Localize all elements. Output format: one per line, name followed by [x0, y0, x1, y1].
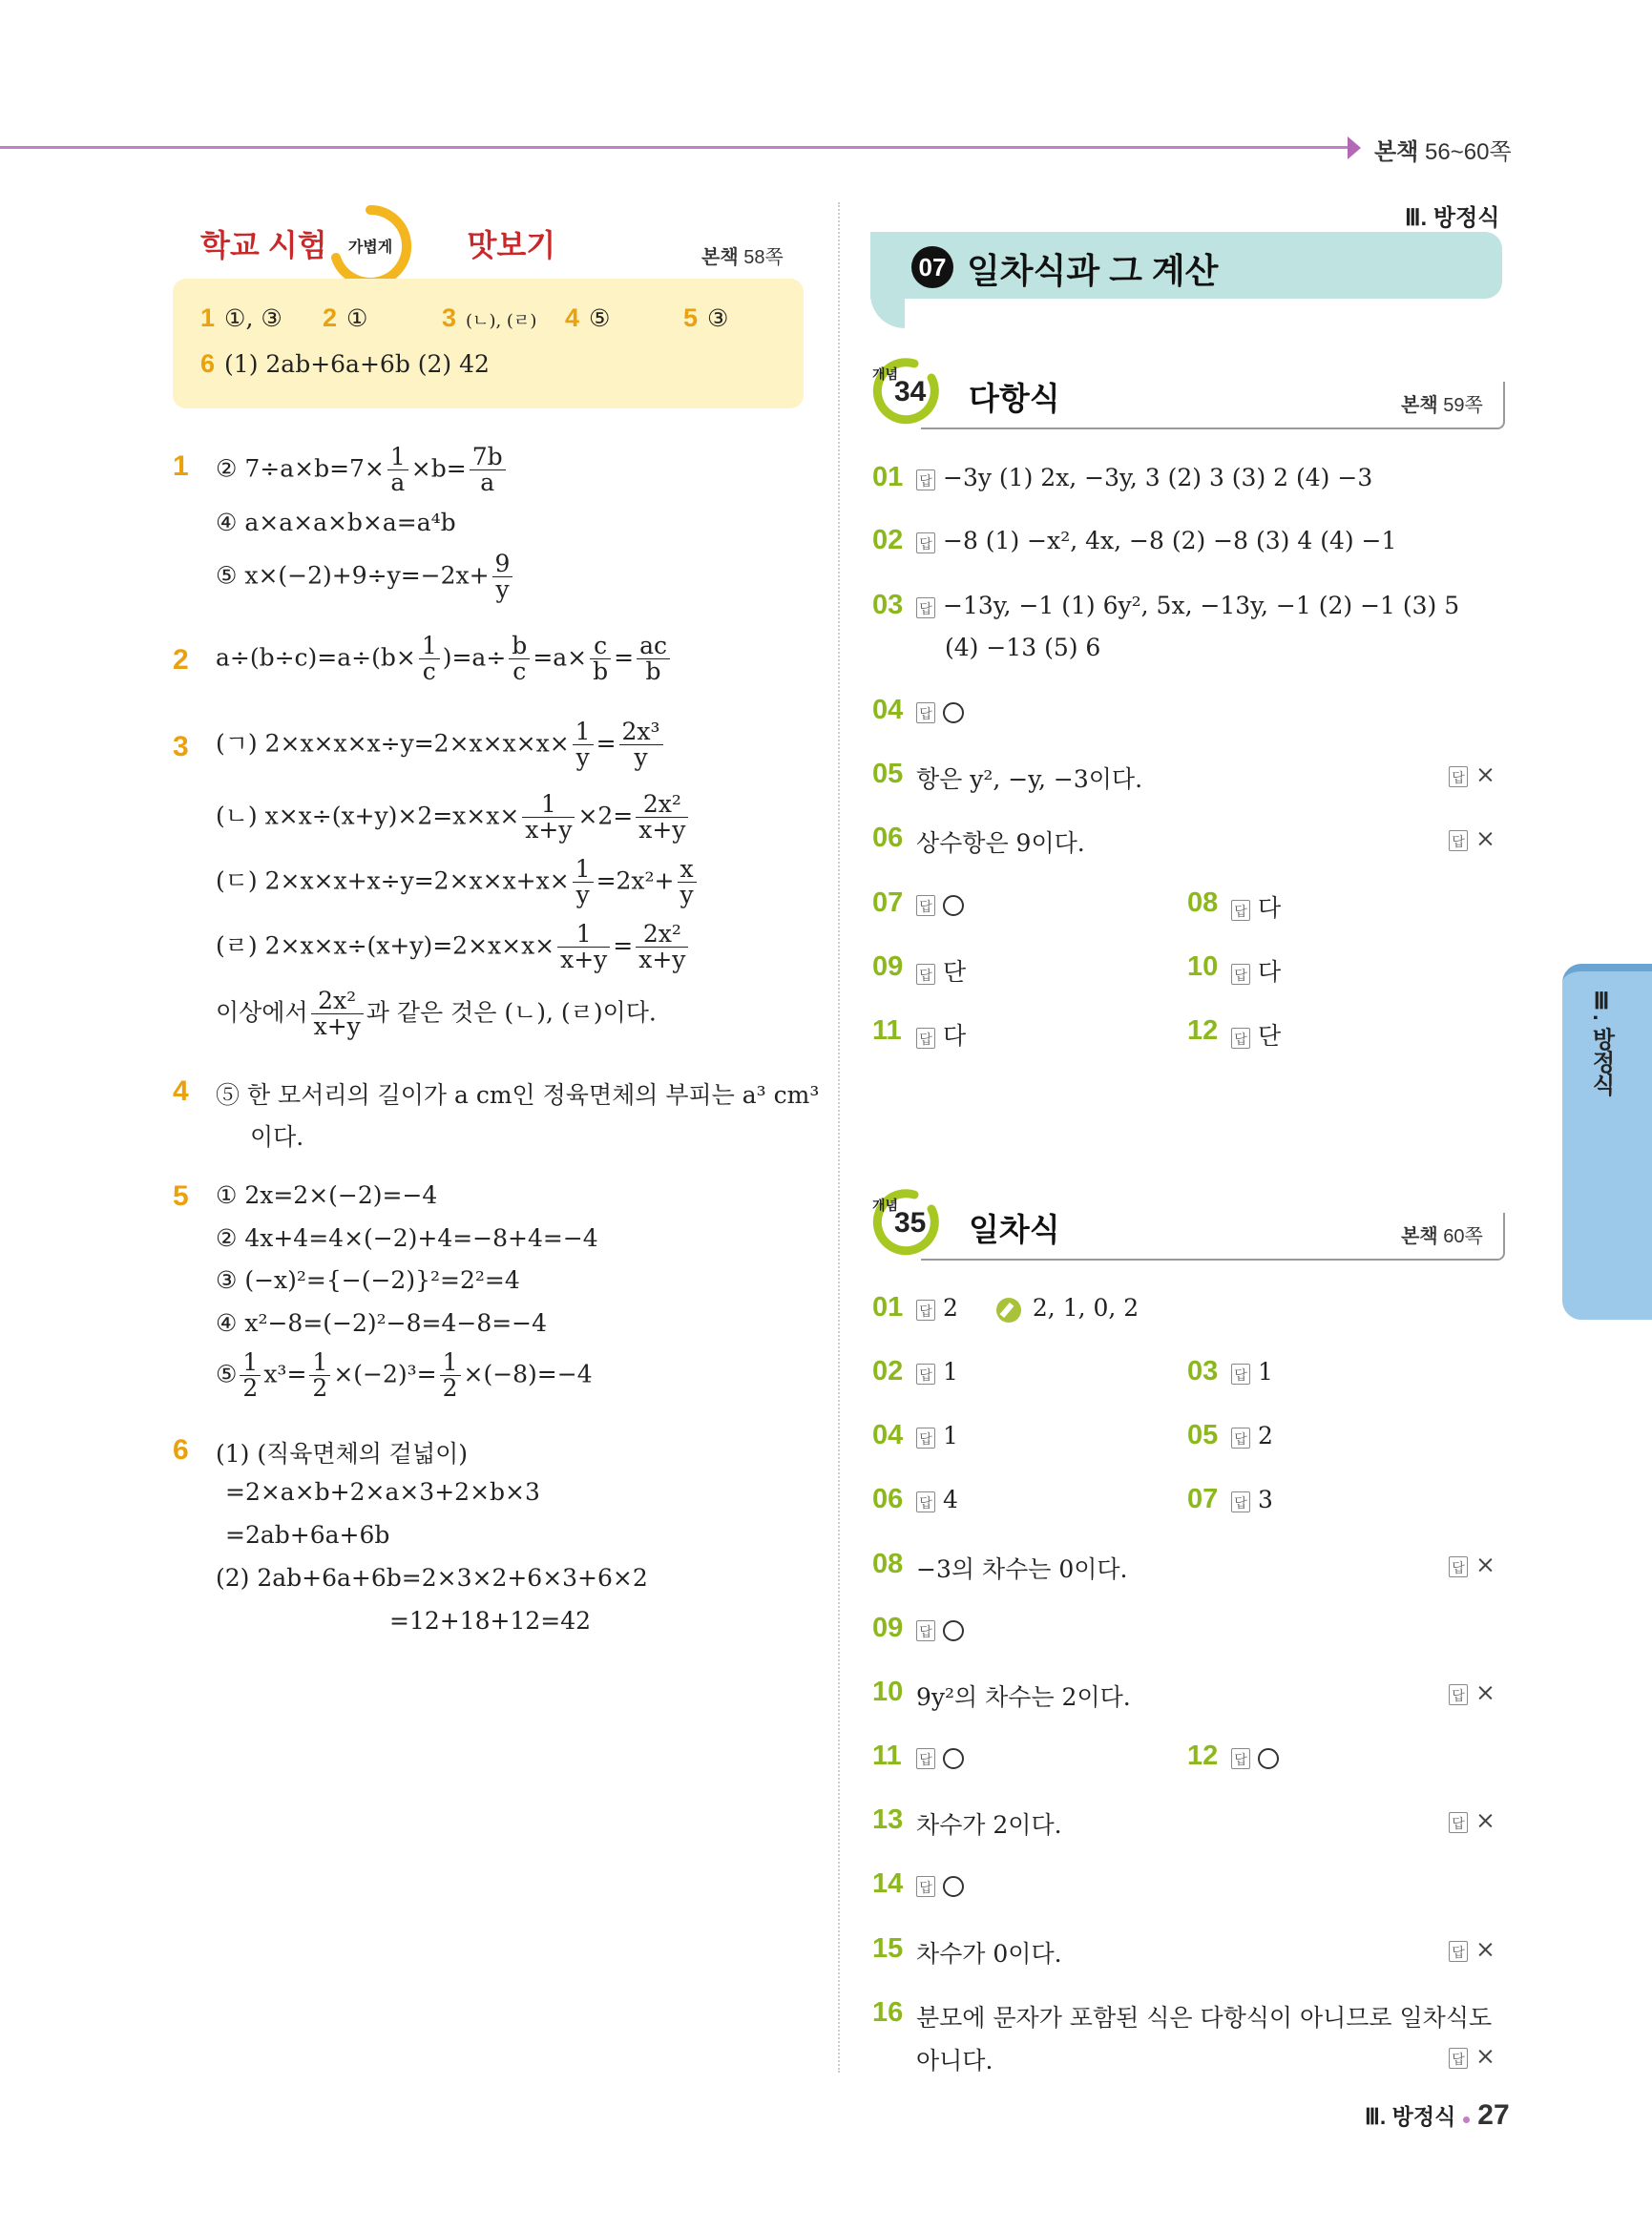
- answer-text: 1: [1258, 1358, 1273, 1386]
- c34-item-05-mark: [1449, 761, 1495, 788]
- section-banner-tail: [870, 286, 905, 328]
- text: )=a÷: [442, 643, 507, 672]
- answer-text: 1: [943, 1358, 958, 1386]
- concept-35-label: 개념: [872, 1198, 899, 1213]
- c35-item-16-number: 16: [872, 1997, 904, 2028]
- answer-mark-icon: 답: [916, 469, 935, 490]
- footer-chapter: Ⅲ. 방정식: [1365, 2104, 1456, 2129]
- concept-34-label: 개념: [872, 366, 899, 382]
- text: (ㄹ) 2×x×x÷(x+y)=2×x×x×: [216, 931, 555, 960]
- solution-3-line-1: [216, 719, 666, 771]
- c35-item-04: [916, 1422, 958, 1449]
- answer-mark-icon: 답: [1449, 1812, 1468, 1833]
- c35-item-11-number: 11: [872, 1741, 902, 1771]
- concept-34-ref: [1401, 389, 1483, 417]
- text: =: [596, 729, 617, 758]
- c35-item-09-number: 09: [872, 1613, 904, 1643]
- numerator: 9: [492, 552, 513, 577]
- text: 과 같은 것은 (ㄴ), (ㄹ)이다.: [366, 998, 657, 1027]
- header-rule: [0, 146, 1350, 149]
- fraction: [636, 792, 688, 844]
- c34-item-06: 상수항은 9이다.: [916, 829, 1085, 857]
- numerator: 1: [440, 1350, 461, 1376]
- x-mark: ×: [1475, 824, 1495, 852]
- c35-item-13-number: 13: [872, 1804, 904, 1835]
- text: ⑤ x×(−2)+9÷y=−2x+: [216, 561, 490, 590]
- c34-item-05-number: 05: [872, 759, 904, 789]
- c34-item-06-mark: [1449, 824, 1495, 852]
- numerator: 1: [557, 922, 610, 948]
- fraction: [240, 1350, 261, 1402]
- answer-text: 4: [943, 1486, 958, 1513]
- x-mark: ×: [1475, 1678, 1495, 1706]
- quiz-ref-label: 본책: [701, 247, 739, 268]
- page-footer: [1365, 2099, 1510, 2132]
- solution-3-line-3: [216, 857, 700, 908]
- numerator: 7b: [470, 445, 506, 470]
- fraction: [636, 922, 688, 973]
- quiz-badge-text: 가볍게: [347, 240, 393, 256]
- answer-mark-icon: 답: [1231, 1364, 1250, 1385]
- c34-item-12-number: 12: [1187, 1015, 1219, 1046]
- answer-mark-icon: 답: [916, 1748, 935, 1769]
- concept-34-number: 34: [894, 376, 927, 407]
- fraction: [678, 857, 697, 908]
- x-mark: ×: [1475, 1551, 1495, 1578]
- c35-item-13: 차수가 2이다.: [916, 1811, 1062, 1839]
- ref-page: 59쪽: [1443, 395, 1483, 416]
- quiz-answer-value: ①, ③: [224, 304, 282, 332]
- circle-mark-icon: [943, 1620, 964, 1641]
- x-mark: ×: [1475, 761, 1495, 788]
- c34-item-01-number: 01: [872, 462, 904, 492]
- solution-3-line-4: [216, 922, 691, 973]
- c35-item-10: 9y²의 차수는 2이다.: [916, 1683, 1131, 1711]
- concept-34-title: 다항식: [969, 381, 1060, 416]
- answer-mark-icon: 답: [1449, 1556, 1468, 1577]
- denominator: y: [495, 575, 510, 604]
- answer-mark-icon: 답: [916, 1300, 935, 1321]
- text: (ㄴ) x×x÷(x+y)×2=x×x×: [216, 802, 520, 830]
- quiz-answer-6: [200, 349, 490, 379]
- denominator: c: [512, 657, 527, 686]
- c34-item-02: [916, 527, 1396, 554]
- answer-text: 3: [1258, 1486, 1273, 1513]
- answer-mark-icon: 답: [1449, 1941, 1468, 1962]
- c34-item-07-number: 07: [872, 887, 904, 918]
- header-ref-label: 본책: [1374, 139, 1419, 165]
- denominator: x+y: [313, 1012, 361, 1041]
- text: ② 7÷a×b=7×: [216, 454, 385, 483]
- solution-4-line-1: ⑤ 한 모서리의 길이가 a cm인 정육면체의 부피는 a³ cm³: [216, 1081, 820, 1109]
- denominator: 2: [312, 1374, 328, 1403]
- c34-item-03: [916, 592, 1459, 619]
- c34-item-09: [916, 953, 966, 988]
- c35-item-07-number: 07: [1187, 1484, 1219, 1514]
- c34-item-08-number: 08: [1187, 887, 1219, 918]
- numerator: x: [678, 857, 697, 883]
- c34-item-01: [916, 464, 1372, 491]
- denominator: x+y: [560, 946, 608, 974]
- text: ×(−2)³=: [333, 1360, 437, 1388]
- solution-6-number: 6: [173, 1434, 189, 1466]
- solution-1-line-3: [216, 552, 515, 603]
- c35-item-01-number: 01: [872, 1292, 904, 1323]
- c35-item-06: [916, 1486, 958, 1513]
- c35-item-16-cont: 아니다.: [916, 2047, 993, 2075]
- c35-item-12: [1231, 1742, 1279, 1770]
- denominator: y: [575, 881, 590, 909]
- answer-text: 다: [1258, 894, 1282, 922]
- text: ×b=: [410, 454, 467, 483]
- denominator: y: [680, 881, 694, 909]
- c35-item-12-number: 12: [1187, 1741, 1219, 1771]
- solution-2-number: 2: [173, 644, 189, 676]
- answer-mark-icon: 답: [1449, 1684, 1468, 1705]
- concept-35-number: 35: [894, 1207, 927, 1239]
- answer-text: −8 (1) −x², 4x, −8 (2) −8 (3) 4 (4) −1: [943, 527, 1397, 554]
- solution-3-line-5: [216, 989, 657, 1040]
- answer-mark-icon: 답: [1231, 1428, 1250, 1449]
- fraction: [311, 989, 364, 1040]
- quiz-answer-value: (1) 2ab+6a+6b (2) 42: [224, 350, 490, 378]
- quiz-answer-3: [442, 303, 536, 333]
- c34-item-04-number: 04: [872, 695, 904, 725]
- fraction: [637, 634, 670, 685]
- chapter-side-tab-label: Ⅲ. 방정식: [1588, 988, 1614, 1096]
- solution-6-line-5: =12+18+12=42: [389, 1607, 592, 1635]
- c35-item-11: [916, 1742, 964, 1770]
- numerator: ac: [637, 634, 670, 659]
- solution-6-line-2: =2×a×b+2×a×3+2×b×3: [225, 1478, 540, 1506]
- text: ⑤: [216, 1360, 238, 1388]
- c35-item-05-number: 05: [1187, 1420, 1219, 1450]
- quiz-answer-2: [323, 303, 367, 333]
- quiz-answer-num: 1: [200, 303, 216, 332]
- solution-6-line-1: (1) (직육면체의 겉넓이): [216, 1440, 469, 1468]
- solution-5-line-2: ② 4x+4=4×(−2)+4=−8+4=−4: [216, 1224, 598, 1252]
- fraction: [573, 857, 594, 908]
- circle-mark-icon: [943, 702, 964, 723]
- answer-explanation: 2, 1, 0, 2: [1032, 1294, 1140, 1322]
- x-mark: ×: [1475, 1935, 1495, 1963]
- solution-3-number: 3: [173, 731, 189, 762]
- header-page-ref: [1374, 133, 1512, 166]
- c35-item-03: [1231, 1358, 1273, 1386]
- c34-item-11-number: 11: [872, 1015, 902, 1046]
- denominator: b: [645, 657, 661, 686]
- circle-mark-icon: [943, 1876, 964, 1897]
- solution-5-line-5: [216, 1350, 593, 1402]
- quiz-answer-5: [683, 303, 728, 333]
- c35-item-10-number: 10: [872, 1677, 904, 1707]
- circle-mark-icon: [1258, 1748, 1279, 1769]
- quiz-answer-4: [565, 303, 610, 333]
- c35-item-08: −3의 차수는 0이다.: [916, 1555, 1128, 1583]
- quiz-answer-num: 6: [200, 349, 216, 378]
- ref-label: 본책: [1401, 1226, 1438, 1247]
- numerator: 1: [309, 1350, 330, 1376]
- header-arrow-icon: [1348, 136, 1361, 159]
- answer-text: 단: [943, 958, 967, 986]
- quiz-answer-num: 5: [683, 303, 699, 332]
- answer-mark-icon: 답: [916, 532, 935, 553]
- answer-mark-icon: 답: [916, 702, 935, 723]
- c34-item-10: [1231, 953, 1281, 988]
- numerator: 2x²: [636, 792, 688, 818]
- fraction: [387, 445, 408, 496]
- concept-35-title: 일차식: [969, 1212, 1060, 1247]
- c35-item-14-number: 14: [872, 1868, 904, 1899]
- answer-mark-icon: 답: [916, 1491, 935, 1512]
- c34-item-05: 항은 y², −y, −3이다.: [916, 765, 1143, 793]
- c34-item-06-number: 06: [872, 823, 904, 853]
- solution-4-line-2: 이다.: [250, 1123, 304, 1151]
- fraction: [557, 922, 610, 973]
- answer-text: 다: [1258, 958, 1282, 986]
- text: =a×: [533, 643, 588, 672]
- quiz-answer-value: ③: [707, 304, 729, 332]
- numerator: 1: [522, 792, 575, 818]
- answer-mark-icon: 답: [916, 895, 935, 916]
- c34-item-04: [916, 697, 964, 724]
- text: ×(−8)=−4: [463, 1360, 593, 1388]
- c35-item-05: [1231, 1422, 1273, 1449]
- x-mark: ×: [1475, 2042, 1495, 2070]
- c35-item-06-number: 06: [872, 1484, 904, 1514]
- answer-text: −13y, −1 (1) 6y², 5x, −13y, −1 (2) −1 (3) 5: [943, 592, 1460, 619]
- numerator: c: [590, 634, 611, 659]
- quiz-answer-num: 4: [565, 303, 580, 332]
- solution-1-number: 1: [173, 450, 189, 482]
- numerator: 2x³: [619, 719, 663, 745]
- answer-mark-icon: 답: [1231, 1748, 1250, 1769]
- circle-mark-icon: [943, 895, 964, 916]
- quiz-answer-value: ⑤: [589, 304, 611, 332]
- numerator: 1: [387, 445, 408, 470]
- fraction: [492, 552, 513, 603]
- numerator: b: [509, 634, 530, 659]
- quiz-badge-icon: [326, 202, 414, 290]
- section-title: 일차식과 그 계산: [967, 251, 1219, 290]
- solution-2-line: [216, 634, 673, 685]
- numerator: 2x²: [636, 922, 688, 948]
- answer-mark-icon: 답: [1449, 2048, 1468, 2069]
- c35-item-01: [916, 1294, 1139, 1323]
- text: ×2=: [577, 802, 634, 830]
- solution-3-line-2: [216, 792, 691, 844]
- answer-text: 다: [943, 1022, 967, 1050]
- c35-item-08-number: 08: [872, 1549, 904, 1579]
- c35-item-15: 차수가 0이다.: [916, 1940, 1062, 1968]
- answer-text: 단: [1258, 1022, 1282, 1050]
- answer-text: 2: [1258, 1422, 1273, 1449]
- answer-mark-icon: 답: [916, 1620, 935, 1641]
- numerator: 1: [419, 634, 440, 659]
- c34-item-12: [1231, 1017, 1281, 1052]
- column-divider: [838, 202, 840, 2073]
- c35-item-07: [1231, 1486, 1273, 1513]
- c35-item-08-mark: [1449, 1551, 1495, 1578]
- answer-mark-icon: 답: [1231, 1491, 1250, 1512]
- answer-mark-icon: 답: [1449, 766, 1468, 787]
- quiz-title-left: 학교 시험: [200, 228, 327, 262]
- fraction: [440, 1350, 461, 1402]
- numerator: 2x²: [311, 989, 364, 1014]
- denominator: a: [390, 469, 406, 497]
- solution-4-number: 4: [173, 1075, 189, 1107]
- quiz-answer-value: (ㄴ), (ㄹ): [466, 311, 537, 331]
- quiz-ref: [701, 241, 784, 269]
- circle-mark-icon: [943, 1748, 964, 1769]
- ref-label: 본책: [1401, 395, 1438, 416]
- concept-35-ref: [1401, 1220, 1483, 1248]
- solution-5-line-3: ③ (−x)²={−(−2)}²=2²=4: [216, 1266, 520, 1294]
- denominator: y: [634, 743, 648, 772]
- c35-item-04-number: 04: [872, 1420, 904, 1450]
- denominator: x+y: [638, 816, 686, 844]
- fraction: [590, 634, 611, 685]
- header-ref-range: 56~60쪽: [1425, 139, 1512, 165]
- numerator: 1: [573, 719, 594, 745]
- footer-dot: [1463, 2116, 1470, 2123]
- answer-mark-icon: 답: [916, 1876, 935, 1897]
- answer-text: −3y (1) 2x, −3y, 3 (2) 3 (3) 2 (4) −3: [943, 464, 1373, 491]
- quiz-answer-1: [200, 303, 282, 333]
- answer-text: 2: [943, 1294, 958, 1322]
- ref-page: 60쪽: [1443, 1226, 1483, 1247]
- c35-item-02-number: 02: [872, 1356, 904, 1387]
- c35-item-16: 분모에 문자가 포함된 식은 다항식이 아니므로 일차식도: [916, 2004, 1493, 2032]
- c35-item-16-mark: [1449, 2042, 1495, 2070]
- fraction: [309, 1350, 330, 1402]
- solution-6-line-4: (2) 2ab+6a+6b=2×3×2+6×3+6×2: [216, 1564, 648, 1592]
- page-number: 27: [1477, 2099, 1510, 2131]
- fraction: [522, 792, 575, 844]
- answer-mark-icon: 답: [916, 597, 935, 618]
- c34-item-11: [916, 1017, 966, 1052]
- text: =2x²+: [596, 866, 675, 895]
- c34-item-10-number: 10: [1187, 951, 1219, 982]
- c35-item-09: [916, 1615, 964, 1642]
- c34-item-03-cont: (4) −13 (5) 6: [945, 634, 1101, 661]
- text: (ㄷ) 2×x×x+x÷y=2×x×x+x×: [216, 866, 570, 895]
- quiz-answer-box: [173, 279, 804, 408]
- answer-mark-icon: 답: [1231, 1028, 1250, 1049]
- text: =: [614, 643, 635, 672]
- c34-item-09-number: 09: [872, 951, 904, 982]
- c35-item-13-mark: [1449, 1806, 1495, 1834]
- c35-item-02: [916, 1358, 958, 1386]
- denominator: c: [422, 657, 436, 686]
- quiz-answer-num: 2: [323, 303, 338, 332]
- answer-mark-icon: 답: [916, 1364, 935, 1385]
- fraction: [509, 634, 530, 685]
- denominator: y: [575, 743, 590, 772]
- fraction: [619, 719, 663, 771]
- section-chapter: Ⅲ. 방정식: [1405, 205, 1500, 231]
- quiz-ref-page: 58쪽: [743, 247, 784, 268]
- denominator: 2: [442, 1374, 458, 1403]
- solution-5-number: 5: [173, 1180, 189, 1212]
- text: x³=: [263, 1360, 307, 1388]
- answer-text: 1: [943, 1422, 958, 1449]
- text: a÷(b÷c)=a÷(b×: [216, 643, 416, 672]
- numerator: 1: [240, 1350, 261, 1376]
- answer-mark-icon: 답: [916, 1028, 935, 1049]
- c34-item-03-number: 03: [872, 590, 904, 620]
- solution-1-line-2: ④ a×a×a×b×a=a⁴b: [216, 509, 456, 536]
- denominator: b: [593, 657, 609, 686]
- answer-mark-icon: 답: [1231, 900, 1250, 921]
- c34-item-02-number: 02: [872, 525, 904, 555]
- c35-item-14: [916, 1870, 964, 1898]
- quiz-answer-num: 3: [442, 303, 457, 332]
- denominator: x+y: [525, 816, 573, 844]
- fraction: [419, 634, 440, 685]
- denominator: a: [480, 469, 495, 497]
- answer-mark-icon: 답: [1449, 830, 1468, 851]
- text: (ㄱ) 2×x×x×x÷y=2×x×x×x×: [216, 729, 570, 758]
- x-mark: ×: [1475, 1806, 1495, 1834]
- solution-1-line-1: [216, 445, 509, 496]
- fraction: [470, 445, 506, 496]
- quiz-title-right: 맛보기: [467, 228, 556, 262]
- pencil-icon: [996, 1298, 1021, 1323]
- answer-mark-icon: 답: [916, 964, 935, 985]
- text: =: [613, 931, 634, 960]
- c35-item-10-mark: [1449, 1678, 1495, 1706]
- denominator: 2: [242, 1374, 259, 1403]
- numerator: 1: [573, 857, 594, 883]
- quiz-answer-value: ①: [346, 304, 368, 332]
- section-number-badge: 07: [911, 246, 953, 288]
- answer-mark-icon: 답: [1231, 964, 1250, 985]
- text: 이상에서: [216, 998, 308, 1027]
- c35-item-03-number: 03: [1187, 1356, 1219, 1387]
- c35-item-15-mark: [1449, 1935, 1495, 1963]
- c34-item-07: [916, 889, 964, 917]
- solution-5-line-4: ④ x²−8=(−2)²−8=4−8=−4: [216, 1309, 548, 1337]
- solution-5-line-1: ① 2x=2×(−2)=−4: [216, 1181, 438, 1209]
- solution-6-line-3: =2ab+6a+6b: [225, 1521, 390, 1549]
- c35-item-15-number: 15: [872, 1933, 904, 1964]
- fraction: [573, 719, 594, 771]
- denominator: x+y: [638, 946, 686, 974]
- answer-mark-icon: 답: [916, 1428, 935, 1449]
- c34-item-08: [1231, 889, 1281, 924]
